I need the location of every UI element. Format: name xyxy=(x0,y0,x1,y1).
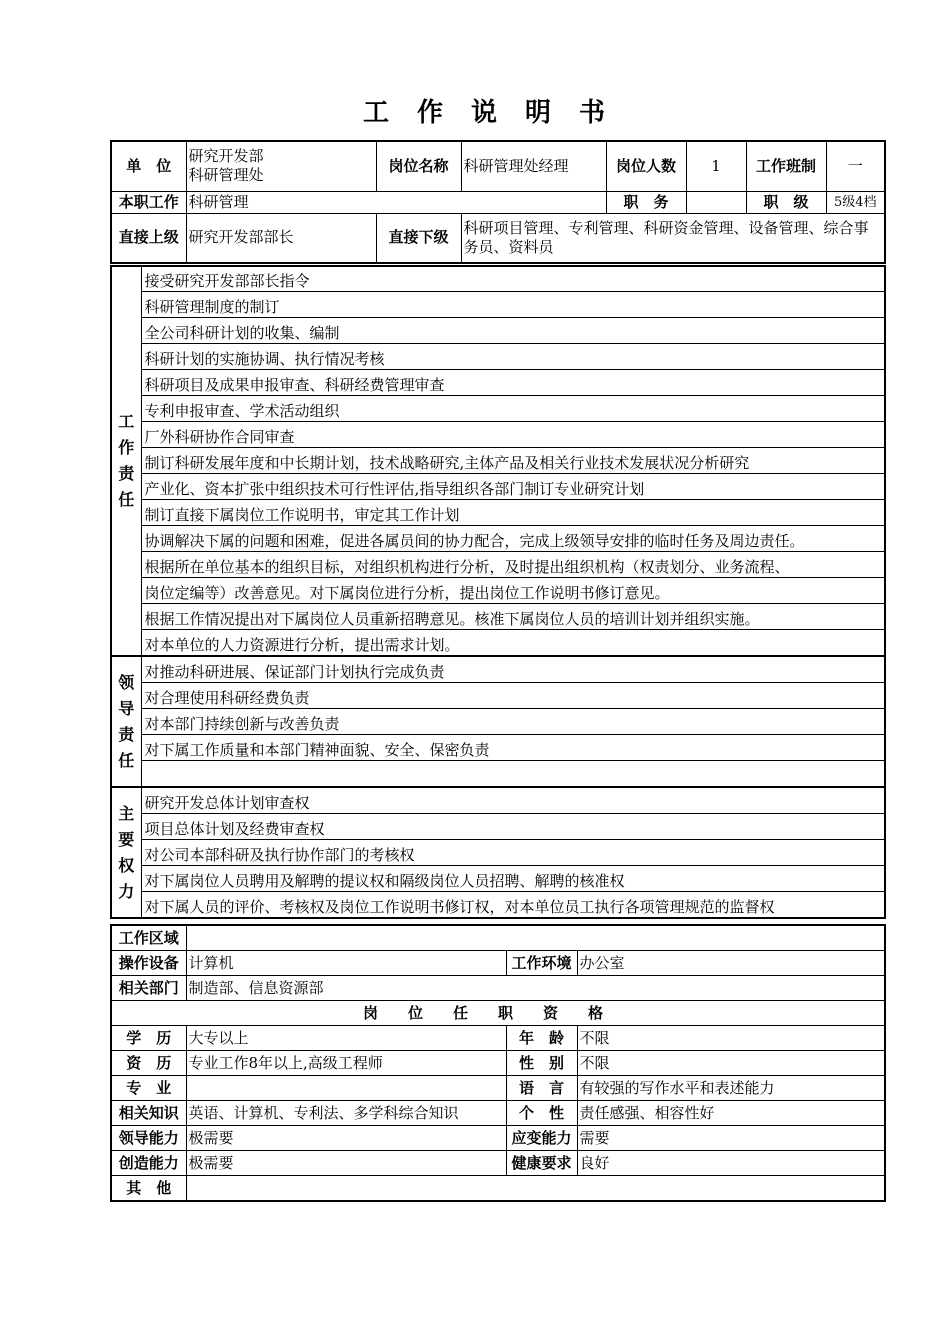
work-label-char: 工 xyxy=(118,412,135,431)
education-label: 学 历 xyxy=(111,1026,186,1051)
lead-duty-item: 对本部门持续创新与改善负责 xyxy=(141,709,885,735)
header-table xyxy=(110,140,886,264)
creativity-label: 创造能力 xyxy=(111,1151,186,1176)
work-duty-item: 专利申报审查、学术活动组织 xyxy=(141,396,885,422)
work-duty-item: 对本单位的人力资源进行分析，提出需求计划。 xyxy=(141,630,885,657)
creativity-value: 极需要 xyxy=(186,1151,506,1176)
gender-label: 性 别 xyxy=(506,1051,577,1076)
health-label: 健康要求 xyxy=(506,1151,577,1176)
subordinate-value: 科研项目管理、专利管理、科研资金管理、设备管理、综合事务员、资料员 xyxy=(461,213,885,263)
power-item: 对下属人员的评价、考核权及岗位工作说明书修订权，对本单位员工执行各项管理规范的监督权 xyxy=(141,892,885,919)
work-duty-item: 全公司科研计划的收集、编制 xyxy=(141,318,885,344)
superior-value: 研究开发部部长 xyxy=(186,213,376,263)
adaptability-value: 需要 xyxy=(577,1126,885,1151)
education-value: 大专以上 xyxy=(186,1026,506,1051)
work-duty-item: 根据所在单位基本的组织目标，对组织机构进行分析，及时提出组织机构（权责划分、业务流程、 xyxy=(141,552,885,578)
major-value xyxy=(186,1076,506,1101)
work-duty-item: 接受研究开发部部长指令 xyxy=(141,266,885,292)
work-duty-item: 制订科研发展年度和中长期计划，技术战略研究,主体产品及相关行业技术发展状况分析研究 xyxy=(141,448,885,474)
power-label-char: 主 xyxy=(118,803,135,823)
lead-duty-item: 对推动科研进展、保证部门计划执行完成负责 xyxy=(141,656,885,683)
post-count-label: 岗位人数 xyxy=(606,141,686,191)
power-label xyxy=(111,787,141,918)
work-duty-item: 科研管理制度的制订 xyxy=(141,292,885,318)
age-label: 年 龄 xyxy=(506,1026,577,1051)
responsibility-table xyxy=(110,265,886,919)
power-label-char: 要 xyxy=(118,829,135,849)
lead-label-char: 导 xyxy=(118,698,135,718)
work-duty-label xyxy=(111,266,141,656)
knowledge-value: 英语、计算机、专利法、多学科综合知识 xyxy=(186,1101,506,1126)
work-duty-item: 厂外科研协作合同审查 xyxy=(141,422,885,448)
experience-label: 资 历 xyxy=(111,1051,186,1076)
work-label-char: 任 xyxy=(118,490,135,509)
experience-value: 专业工作8年以上,高级工程师 xyxy=(186,1051,506,1076)
related-dept-value: 制造部、信息资源部 xyxy=(186,976,885,1001)
personality-label: 个 性 xyxy=(506,1101,577,1126)
power-item: 对下属岗位人员聘用及解聘的提议权和隔级岗位人员招聘、解聘的核准权 xyxy=(141,866,885,892)
health-value: 良好 xyxy=(577,1151,885,1176)
lead-label-char: 任 xyxy=(118,750,135,770)
work-label-char: 责 xyxy=(118,464,135,483)
adaptability-label: 应变能力 xyxy=(506,1126,577,1151)
major-label: 专 业 xyxy=(111,1076,186,1101)
leadership-label: 领导能力 xyxy=(111,1126,186,1151)
lead-duty-item: 对下属工作质量和本部门精神面貌、安全、保密负责 xyxy=(141,735,885,761)
lead-label-char: 责 xyxy=(118,724,135,744)
duty-value: 科研管理 xyxy=(186,191,606,213)
qualification-table xyxy=(110,924,886,1202)
superior-label: 直接上级 xyxy=(111,213,186,263)
gender-value: 不限 xyxy=(577,1051,885,1076)
shift-value: 一 xyxy=(826,141,885,191)
lead-label-char: 领 xyxy=(118,672,135,692)
work-duty-item: 科研项目及成果申报审查、科研经费管理审查 xyxy=(141,370,885,396)
other-value xyxy=(186,1176,885,1202)
equipment-value: 计算机 xyxy=(186,951,506,976)
work-duty-item: 产业化、资本扩张中组织技术可行性评估,指导组织各部门制订专业研究计划 xyxy=(141,474,885,500)
unit-value-line-1: 研究开发部 xyxy=(188,147,264,166)
work-duty-item: 根据工作情况提出对下属岗位人员重新招聘意见。核准下属岗位人员的培训计划并组织实施。 xyxy=(141,604,885,630)
lead-duty-label xyxy=(111,656,141,787)
power-item: 对公司本部科研及执行协作部门的考核权 xyxy=(141,840,885,866)
power-item: 研究开发总体计划审查权 xyxy=(141,787,885,814)
grade-value: 5级4档 xyxy=(826,191,885,213)
page-title: 工作说明书 xyxy=(362,98,633,128)
duty-label: 本职工作 xyxy=(111,191,186,213)
lead-duty-item xyxy=(141,761,885,788)
equipment-label: 操作设备 xyxy=(111,951,186,976)
language-label: 语 言 xyxy=(506,1076,577,1101)
power-item: 项目总体计划及经费审查权 xyxy=(141,814,885,840)
related-dept-label: 相关部门 xyxy=(111,976,186,1001)
knowledge-label: 相关知识 xyxy=(111,1101,186,1126)
work-duty-item: 岗位定编等）改善意见。对下属岗位进行分析，提出岗位工作说明书修订意见。 xyxy=(141,578,885,604)
power-label-char: 力 xyxy=(118,881,135,901)
unit-value-line-2: 科研管理处 xyxy=(188,166,264,185)
work-label-char: 作 xyxy=(118,438,135,457)
leadership-value: 极需要 xyxy=(186,1126,506,1151)
unit-label: 单 位 xyxy=(111,141,186,191)
work-duty-item: 制订直接下属岗位工作说明书，审定其工作计划 xyxy=(141,500,885,526)
personality-value: 责任感强、相容性好 xyxy=(577,1101,885,1126)
age-value: 不限 xyxy=(577,1026,885,1051)
work-area-label: 工作区域 xyxy=(111,925,186,951)
lead-duty-item: 对合理使用科研经费负责 xyxy=(141,683,885,709)
work-duty-item: 科研计划的实施协调、执行情况考核 xyxy=(141,344,885,370)
grade-label: 职 级 xyxy=(746,191,826,213)
position-label: 职 务 xyxy=(606,191,686,213)
environment-label: 工作环境 xyxy=(506,951,577,976)
unit-value xyxy=(186,141,376,191)
power-label-char: 权 xyxy=(118,855,135,875)
work-duty-item: 协调解决下属的问题和困难，促进各属员间的协力配合，完成上级领导安排的临时任务及周边责任。 xyxy=(141,526,885,552)
work-area-value xyxy=(186,925,885,951)
shift-label: 工作班制 xyxy=(746,141,826,191)
post-count-value: 1 xyxy=(686,141,746,191)
post-name-value: 科研管理处经理 xyxy=(461,141,606,191)
position-value xyxy=(686,191,746,213)
post-name-label: 岗位名称 xyxy=(376,141,461,191)
qualification-heading: 岗位任职资格 xyxy=(111,1001,885,1026)
subordinate-label: 直接下级 xyxy=(376,213,461,263)
language-value: 有较强的写作水平和表述能力 xyxy=(577,1076,885,1101)
other-label: 其 他 xyxy=(111,1176,186,1202)
environment-value: 办公室 xyxy=(577,951,885,976)
